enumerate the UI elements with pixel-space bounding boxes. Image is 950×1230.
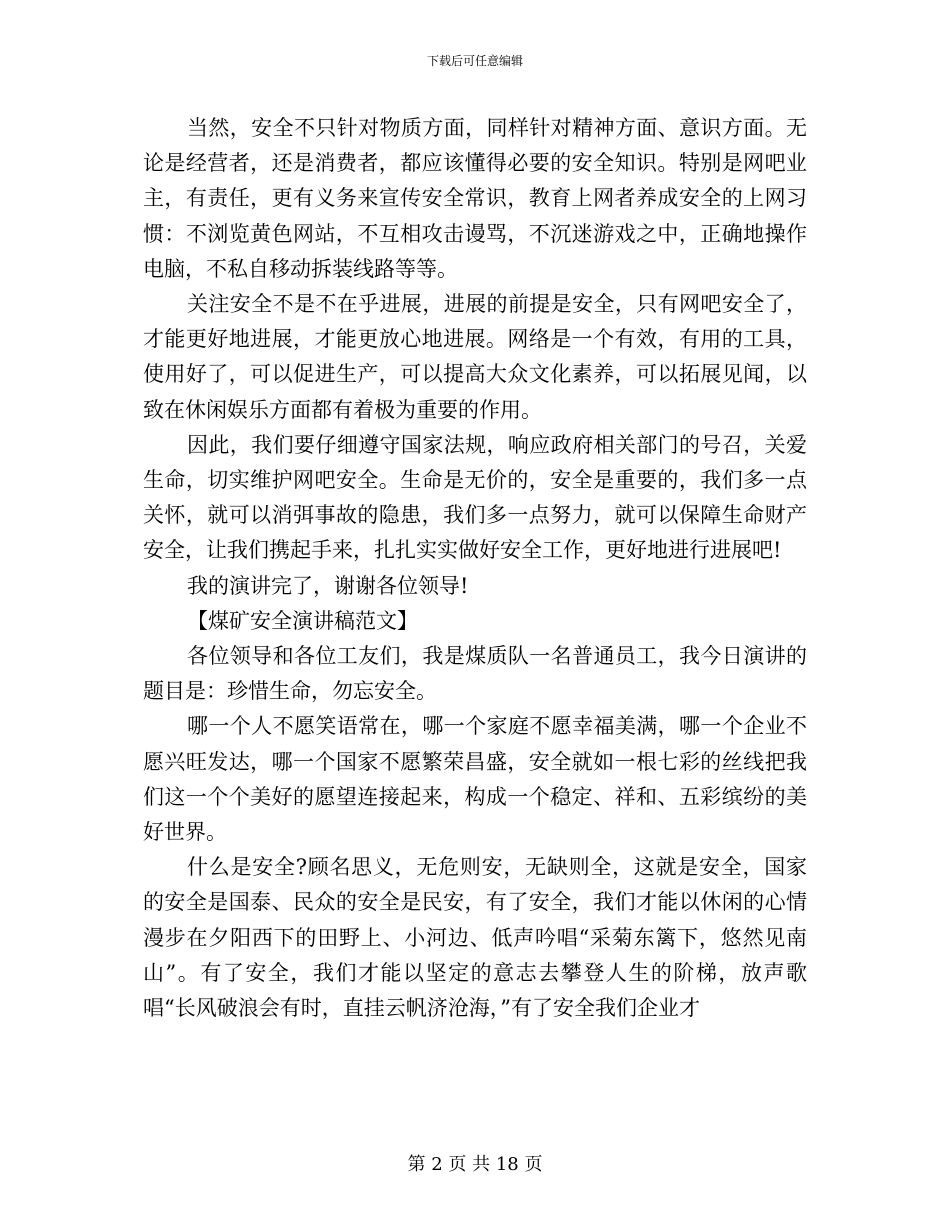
paragraph-5: 各位领导和各位工友们，我是煤质队一名普通员工，我今日演讲的题目是：珍惜生命，勿忘安全。	[143, 644, 807, 704]
section-heading: 【煤矿安全演讲稿范文】	[187, 608, 418, 633]
page-number: 第 2 页 共 18 页	[407, 1154, 543, 1175]
paragraph-7: 什么是安全?顾名思义，无危则安，无缺则全，这就是安全，国家的安全是国泰、民众的安全是民安，有了安全，我们才能以休闲的心情漫步在夕阳西下的田野上、小河边、低声吟唱“采菊东篱下，悠然见南山”。有了安全，我们才能以坚定的意志去攀登人生的阶梯，放声歌唱“长风破浪会有时，直挂云帆济沧海，”有了安全我们企业才	[143, 855, 807, 1021]
paragraph-1: 当然，安全不只针对物质方面，同样针对精神方面、意识方面。无论是经营者，还是消费者，都应该懂得必要的安全知识。特别是网吧业主，有责任，更有义务来宣传安全常识，教育上网者养成安全的上网习惯：不浏览黄色网站，不互相攻击谩骂，不沉迷游戏之中，正确地操作电脑，不私自移动拆装线路等等。	[143, 116, 807, 281]
paragraph-4: 我的演讲完了，谢谢各位领导!	[187, 573, 469, 598]
paragraph-3: 因此，我们要仔细遵守国家法规，响应政府相关部门的号召，关爱生命，切实维护网吧安全。生命是无价的，安全是重要的，我们多一点关怀，就可以消弭事故的隐患，我们多一点努力，就可以保障生命财产安全，让我们携起手来，扎扎实实做好安全工作，更好地进行进展吧!	[143, 432, 807, 563]
paragraph-6: 哪一个人不愿笑语常在，哪一个家庭不愿幸福美满，哪一个企业不愿兴旺发达，哪一个国家不愿繁荣昌盛，安全就如一根七彩的丝线把我们这一个个美好的愿望连接起来，构成一个稳定、祥和、五彩缤纷的美好世界。	[143, 714, 807, 845]
page-header-note: 下载后可任意编辑	[426, 54, 523, 68]
paragraph-2: 关注安全不是不在乎进展，进展的前提是安全，只有网吧安全了，才能更好地进展，才能更放心地进展。网络是一个有效，有用的工具，使用好了，可以促进生产，可以提高大众文化素养，可以拓展见闻，以致在休闲娱乐方面都有着极为重要的作用。	[143, 292, 807, 422]
document-body	[143, 111, 807, 1026]
